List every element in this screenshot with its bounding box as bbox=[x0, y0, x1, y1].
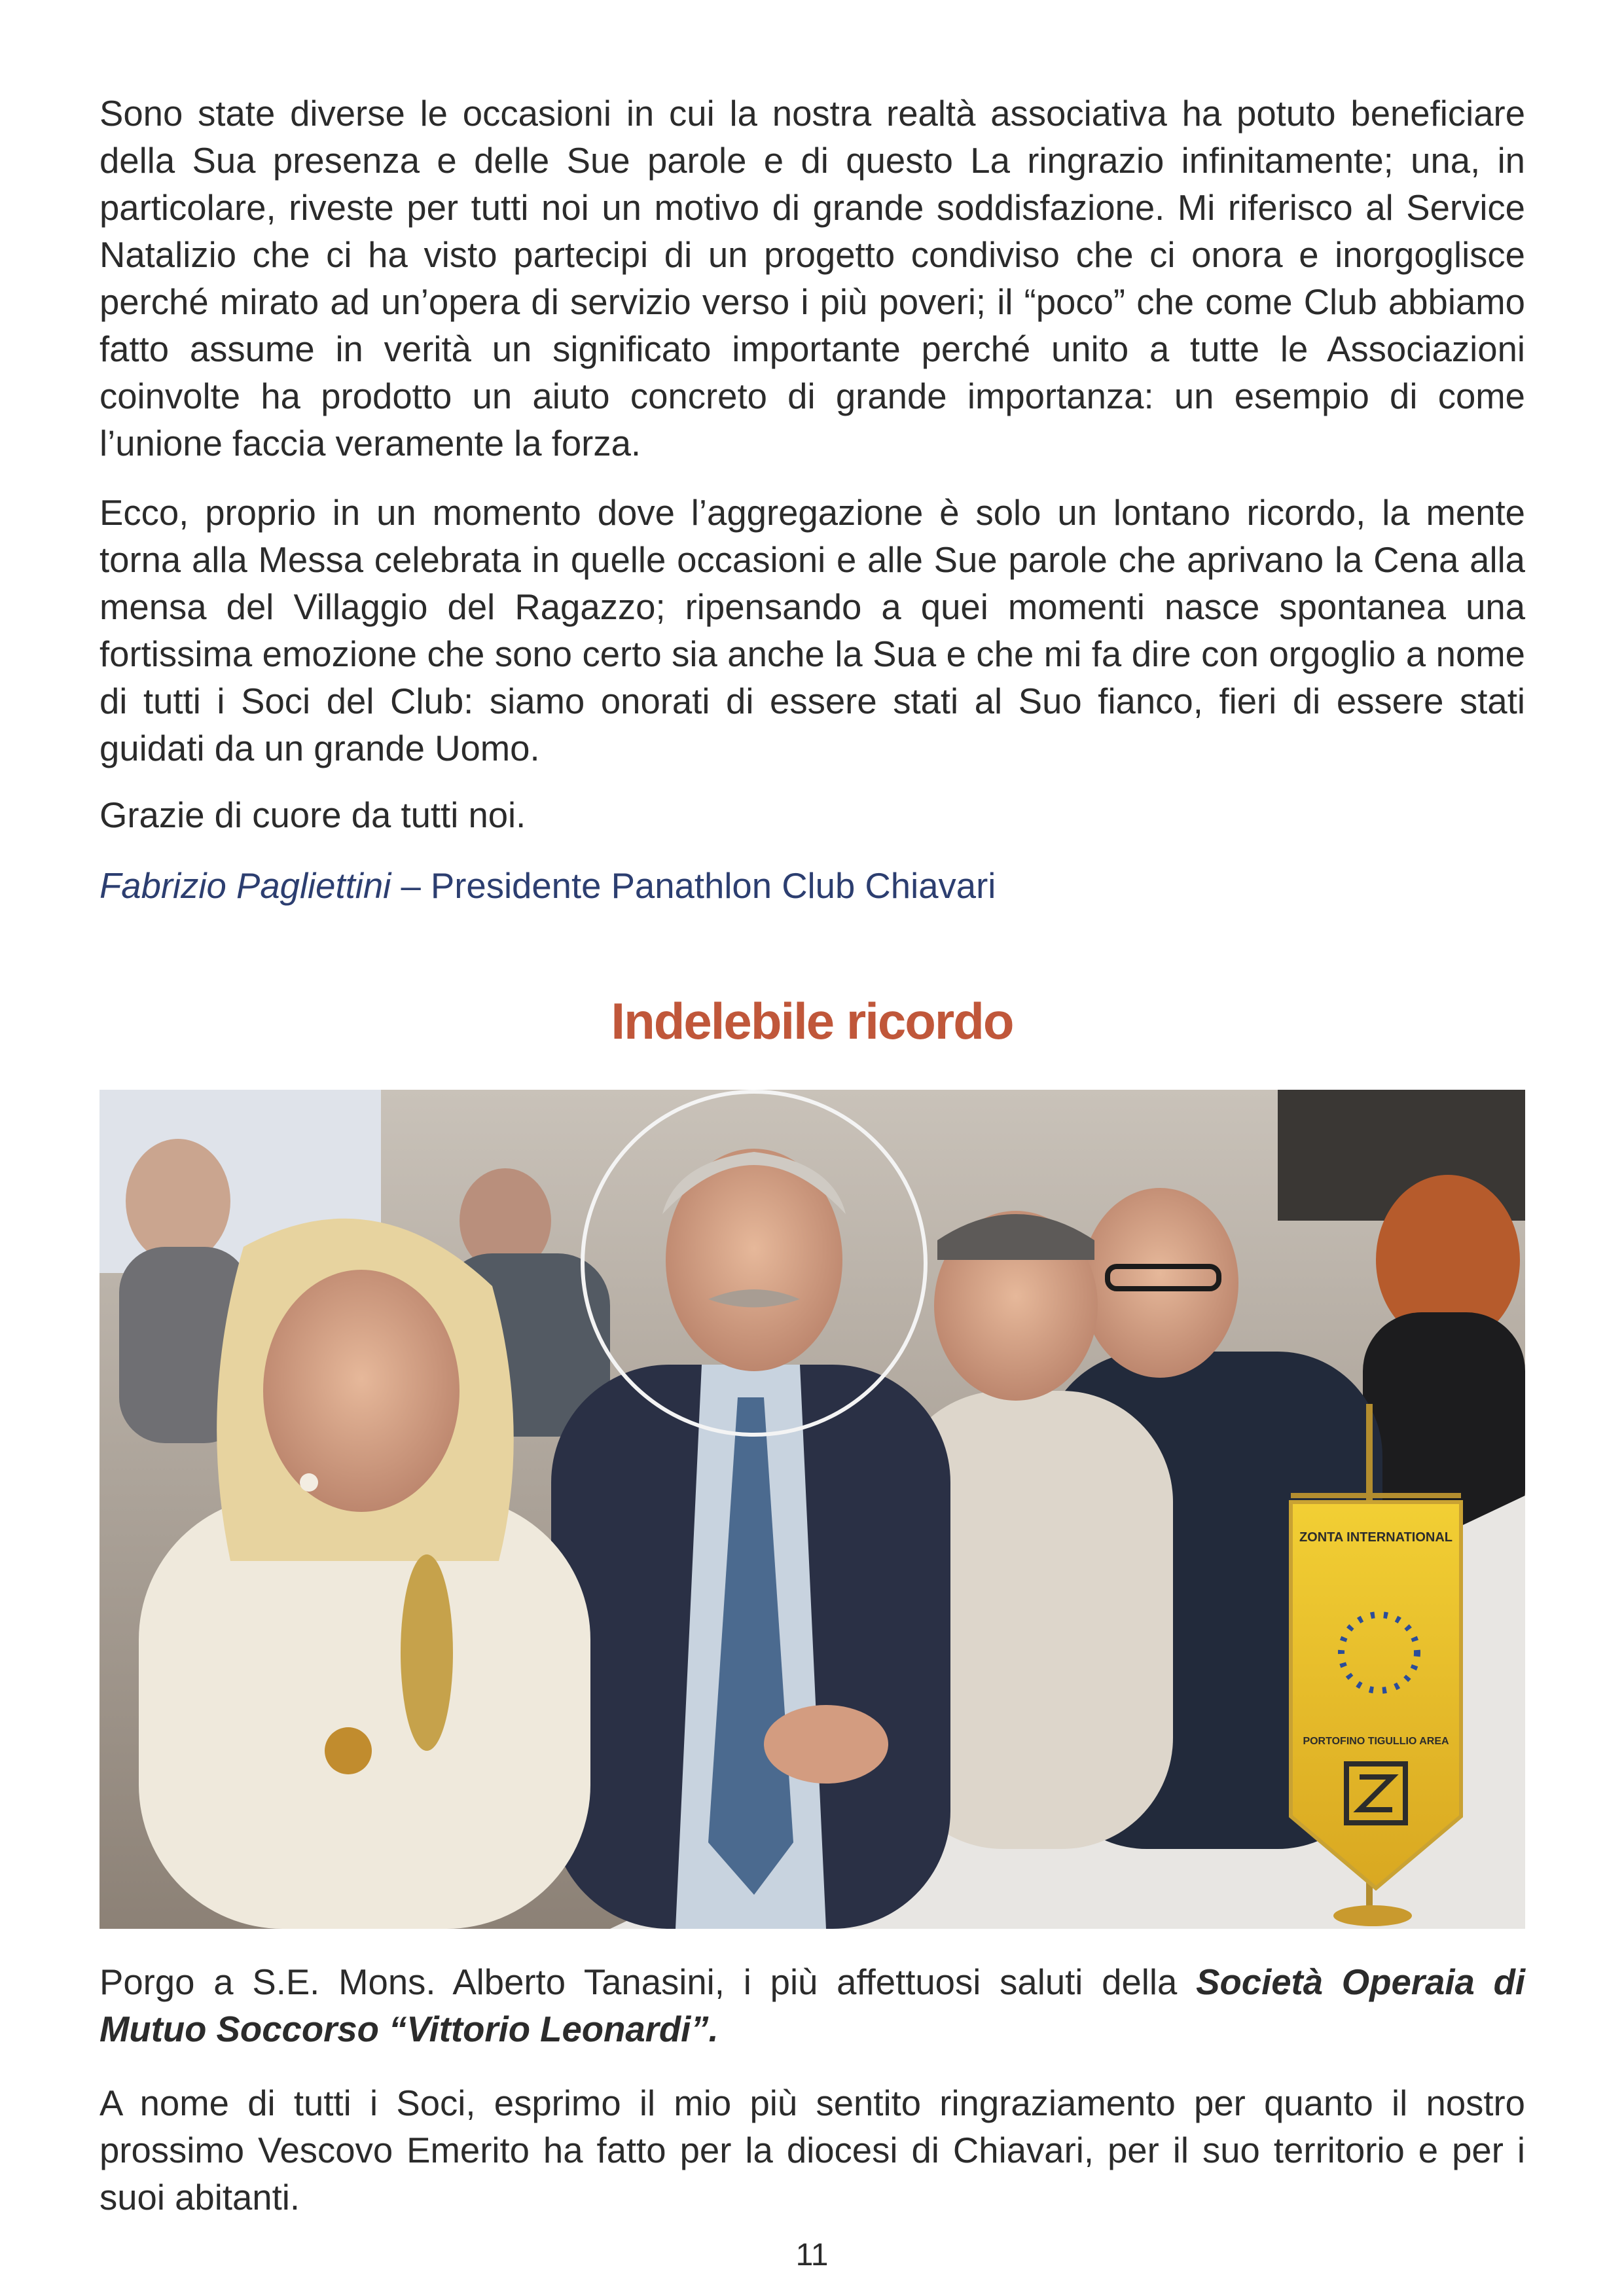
paragraph-4-society-name: Società Operaia di Mutuo Soccorso “Vittorio Leonardi”. bbox=[99, 1962, 1526, 2049]
page-number: 11 bbox=[795, 2238, 829, 2272]
paragraph-4 bbox=[99, 1959, 1525, 2053]
event-photo bbox=[99, 1090, 1525, 1929]
pennant-text-bottom: PORTOFINO TIGULLIO AREA bbox=[1303, 1736, 1449, 1747]
signature-name: Fabrizio Pagliettini bbox=[99, 866, 391, 906]
paragraph-1: Sono state diverse le occasioni in cui la nostra realtà associativa ha potuto beneficiare della Sua presenza e delle Sue parole e di questo La ringrazio infinitamente; una, in particolare, riveste per tutti noi un motivo di grande soddisfazione. Mi riferisco al Service Natalizio che ci ha visto partecipi di un progetto condiviso che ci onora e inorgoglisce perché mirato ad un’opera di servizio verso i più poveri; il “poco” che come Club abbiamo fatto assume in verità un significato importante perché unito a tutte le Associazioni coinvolte ha prodotto un aiuto concreto di grande importanza: un esempio di come l’unione faccia veramente la forza. bbox=[99, 94, 1525, 463]
signature-role: – Presidente Panathlon Club Chiavari bbox=[391, 866, 996, 906]
paragraph-4-start: Porgo a S.E. Mons. Alberto Tanasini, i più affettuosi saluti della bbox=[99, 1962, 1197, 2002]
pennant-text-top: ZONTA INTERNATIONAL bbox=[1299, 1530, 1453, 1545]
paragraph-3: Grazie di cuore da tutti noi. bbox=[99, 795, 526, 835]
signature bbox=[99, 863, 1525, 910]
paragraph-5: A nome di tutti i Soci, esprimo il mio più sentito ringraziamento per quanto il nostro prossimo Vescovo Emerito ha fatto per la diocesi di Chiavari, per il suo territorio e per i suoi abitanti. bbox=[99, 2083, 1525, 2217]
paragraph-2: Ecco, proprio in un momento dove l’aggregazione è solo un lontano ricordo, la mente torna alla Messa celebrata in quelle occasioni e alle Sue parole che aprivano la Cena alla mensa del Villaggio del Ragazzo; ripensando a quei momenti nasce spontanea una fortissima emozione che sono certo sia anche la Sua e che mi fa dire con orgoglio a nome di tutti i Soci del Club: siamo onorati di essere stati al Suo fianco, fieri di essere stati guidati da un grande Uomo. bbox=[99, 493, 1525, 768]
section-heading: Indelebile ricordo bbox=[611, 992, 1013, 1050]
